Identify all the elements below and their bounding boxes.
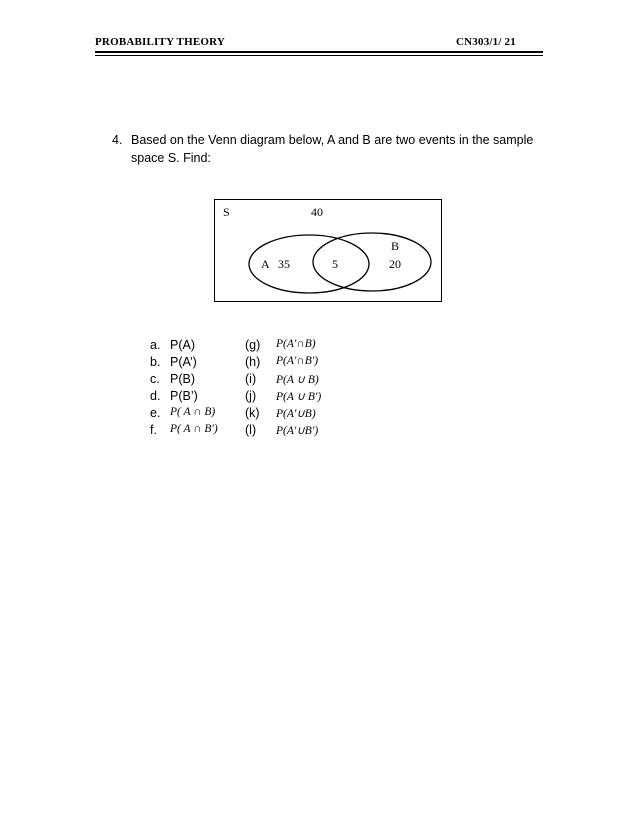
outside-value: 40 [311, 205, 323, 219]
set-b-ellipse [313, 233, 431, 291]
sample-space-label: S [223, 205, 230, 219]
part-label: (k) [245, 406, 260, 420]
part-expression: P( A ∩ B) [170, 406, 216, 418]
part-expression: P(A′∪B′) [276, 425, 319, 437]
header-rule-thick [95, 51, 543, 53]
intersection-value: 5 [332, 257, 338, 271]
part-label: b. [150, 355, 161, 369]
question-number: 4. [112, 133, 123, 147]
part-expression: P(A′∩B) [276, 338, 316, 350]
part-expression: P(A′∩B′) [276, 355, 319, 367]
question-text-line2: space S. Find: [131, 151, 211, 165]
part-expression: P( A ∩ B′) [170, 423, 218, 435]
header-course-code: CN303/1/ 21 [456, 36, 516, 48]
part-expression: P(A ∪ B′) [276, 391, 322, 403]
venn-diagram [214, 199, 442, 303]
sample-space-box [215, 200, 442, 302]
header-title: PROBABILITY THEORY [95, 36, 226, 48]
set-b-only-value: 20 [389, 257, 401, 271]
set-a-only-value: 35 [278, 257, 290, 271]
part-label: a. [150, 338, 161, 352]
part-expression: P(B) [170, 372, 195, 386]
part-label: (l) [245, 423, 257, 437]
part-label: (j) [245, 389, 257, 403]
part-label: (g) [245, 338, 261, 352]
part-expression: P(A’) [170, 355, 197, 369]
part-label: (h) [245, 355, 261, 369]
part-label: e. [150, 406, 161, 420]
header-rule-thin [95, 55, 543, 56]
part-label: d. [150, 389, 161, 403]
part-label: f. [150, 423, 157, 437]
part-expression: P(A′∪B) [276, 408, 316, 420]
part-label: c. [150, 372, 160, 386]
part-expression: P(B’) [170, 389, 198, 403]
set-a-label: A [261, 257, 270, 271]
part-expression: P(A) [170, 338, 195, 352]
set-b-label: B [391, 239, 400, 253]
part-expression: P(A ∪ B) [276, 374, 319, 386]
part-label: (i) [245, 372, 257, 386]
question-text-line1: Based on the Venn diagram below, A and B are two events in the sample [131, 133, 534, 147]
